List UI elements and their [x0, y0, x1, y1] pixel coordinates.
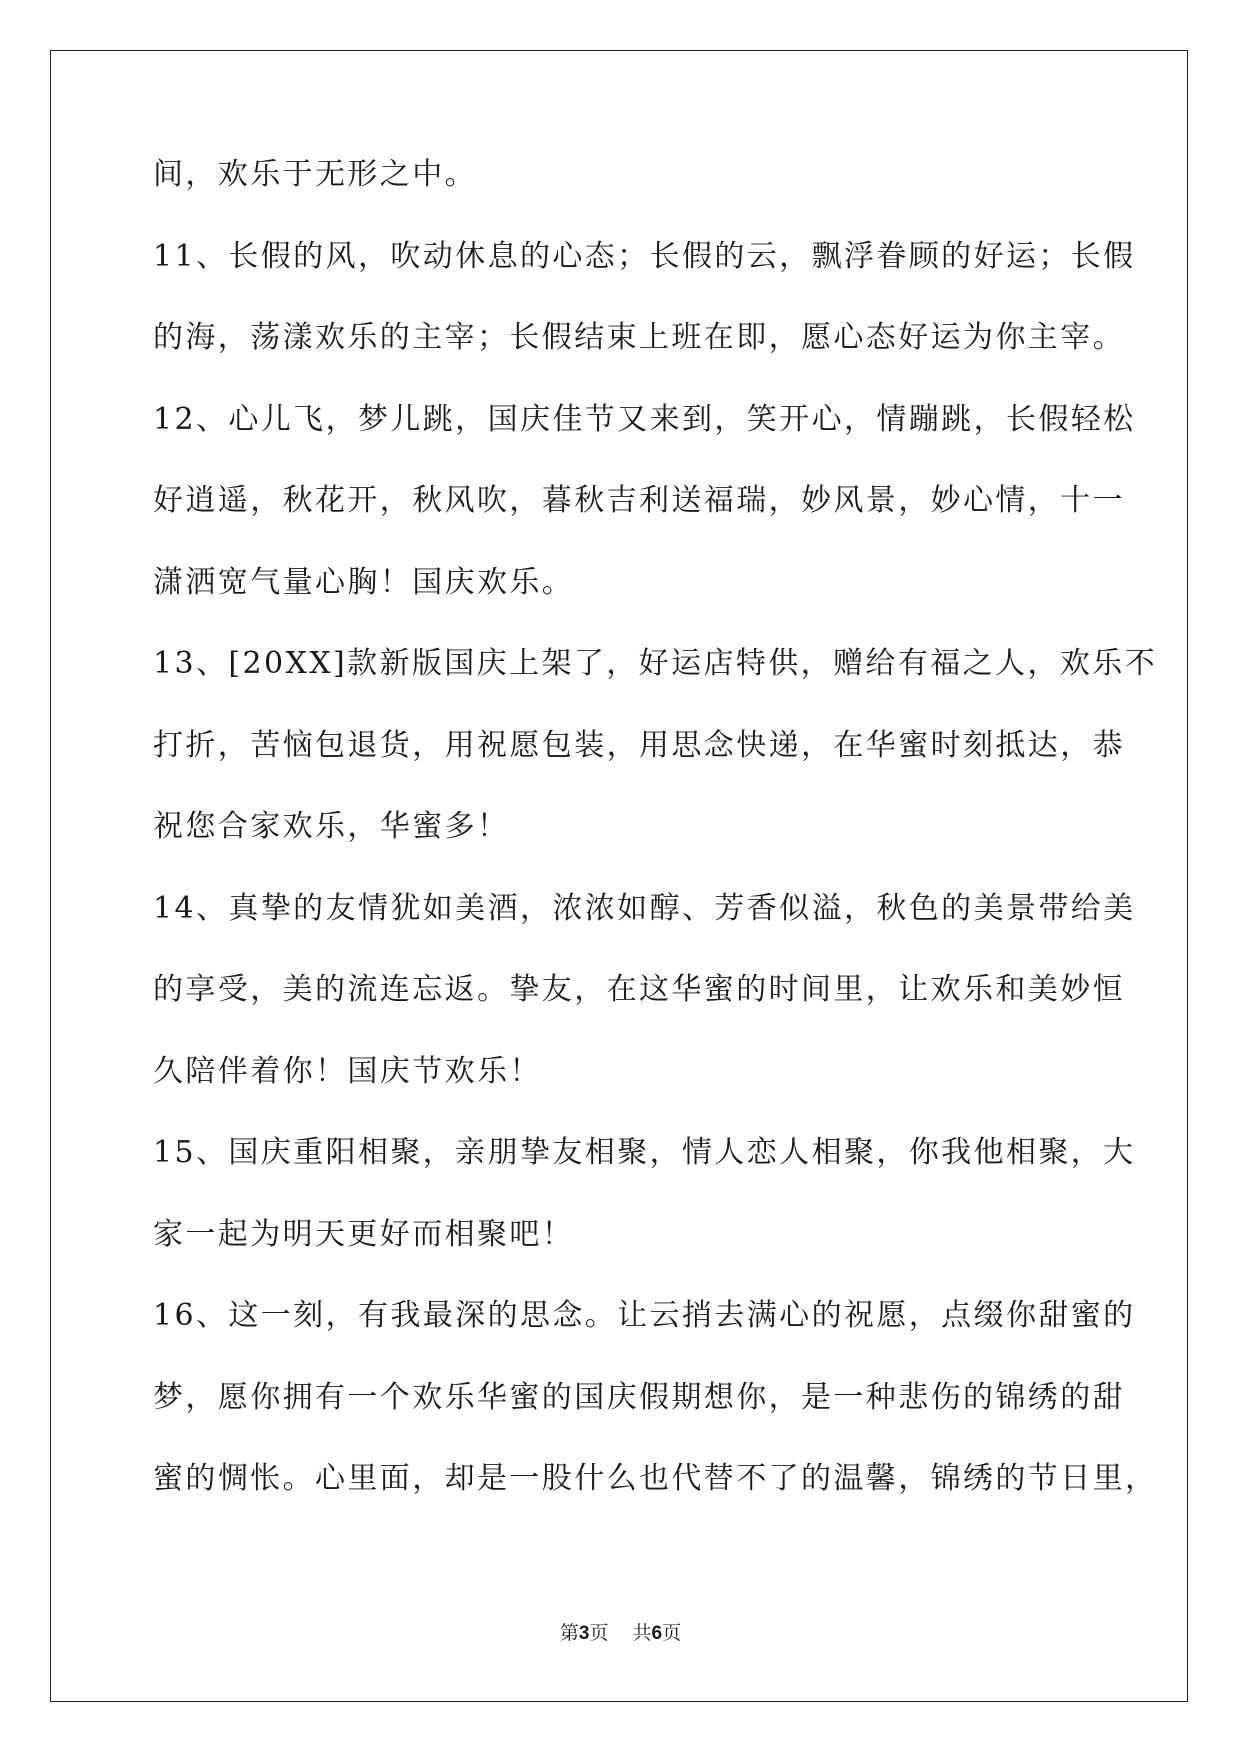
text-line: 祝您合家欢乐，华蜜多！: [153, 809, 510, 844]
total-pages-number: 6: [651, 1623, 663, 1644]
text-line: 家一起为明天更好而相聚吧！: [153, 1216, 575, 1252]
text-line: 梦，愿你拥有一个欢乐华蜜的国庆假期想你，是一种悲伤的锦绣的甜: [153, 1379, 1125, 1415]
text-line: 13、[20XX]款新版国庆上架了，好运店特供，赠给有福之人，欢乐不: [153, 646, 1158, 681]
text-line: 蜜的惆怅。心里面，却是一股什么也代替不了的温馨，锦绣的节日里，: [153, 1461, 1158, 1496]
page-suffix: 页: [589, 1622, 609, 1644]
text-line: 的海，荡漾欢乐的主宰；长假结束上班在即，愿心态好运为你主宰。: [153, 320, 1125, 355]
text-line: 14、真挚的友情犹如美酒，浓浓如醇、芳香似溢，秋色的美景带给美: [153, 890, 1136, 926]
text-line: 的享受，美的流连忘返。挚友，在这华蜜的时间里，让欢乐和美妙恒: [153, 972, 1125, 1007]
page-prefix: 第: [559, 1622, 579, 1644]
text-line: 久陪伴着你！国庆节欢乐！: [153, 1053, 542, 1089]
text-line: 间，欢乐于无形之中。: [153, 157, 477, 192]
text-line: 11、长假的风，吹动休息的心态；长假的云，飘浮眷顾的好运；长假: [153, 238, 1136, 274]
text-line: 15、国庆重阳相聚，亲朋挚友相聚，情人恋人相聚，你我他相聚，大: [153, 1135, 1136, 1170]
total-suffix: 页: [662, 1622, 682, 1644]
text-line: 12、心儿飞，梦儿跳，国庆佳节又来到，笑开心，情蹦跳，长假轻松: [153, 401, 1136, 437]
text-line: 潇洒宽气量心胸！国庆欢乐。: [153, 564, 575, 600]
document-body: [153, 157, 1158, 1546]
text-line: 打折，苦恼包退货，用祝愿包装，用思念快递，在华蜜时刻抵达，恭: [153, 727, 1125, 763]
total-prefix: 共: [632, 1622, 652, 1644]
text-line: 16、这一刻，有我最深的思念。让云捎去满心的祝愿，点缀你甜蜜的: [153, 1298, 1136, 1333]
page-footer: [0, 1622, 1241, 1645]
current-page-number: 3: [578, 1623, 590, 1644]
text-line: 好逍遥，秋花开，秋风吹，暮秋吉利送福瑞，妙风景，妙心情，十一: [153, 483, 1125, 518]
